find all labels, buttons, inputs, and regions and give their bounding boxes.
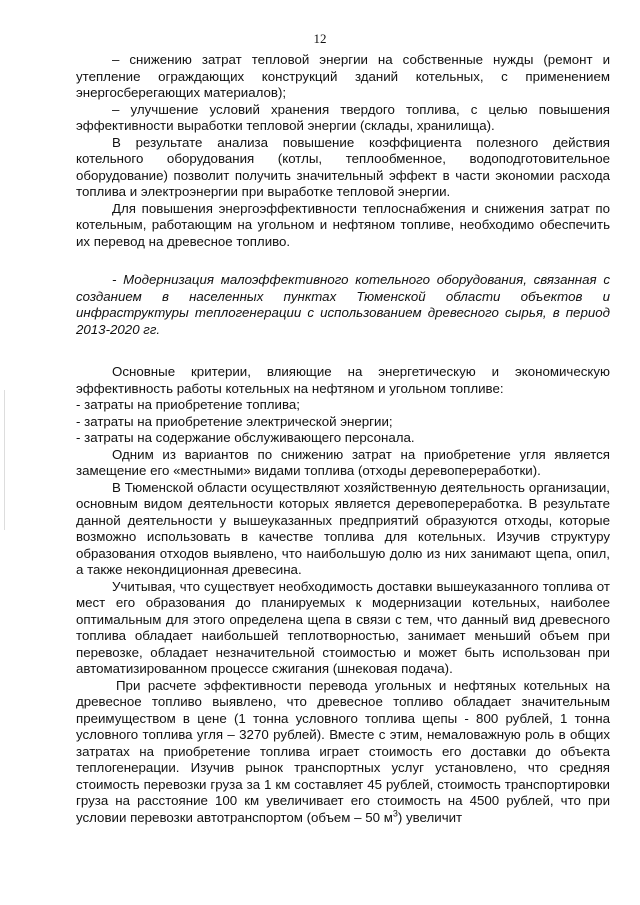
paragraph-9-end: ) увеличит [397, 809, 463, 825]
paragraph-2: – улучшение условий хранения твердого топлива, с целью повышения эффективности выработки тепловой энергии (склады, хранилища). [76, 101, 610, 133]
paragraph-8: Учитывая, что существует необходимость доставки вышеуказанного топлива от мест его образования до планируемых к модернизации котельных, наиболее оптимальным для этого определена щепа в связи с тем, что данный вид древесного топлива обладает наибольшей теплотворностью, занимает меньший объем при перевозке, обладает незначительной стоимостью и может быть использован при автоматизированном процессе сжигания (шнековая подача). [76, 578, 610, 676]
paragraph-5: Основные критерии, влияющие на энергетическую и экономическую эффективность работы котельных на нефтяном и угольном топливе: [76, 364, 610, 396]
paragraph-9-text: При расчете эффективности перевода угольных и нефтяных котельных на древесное топливо выявлено, что древесное топливо обладает значительным преимуществом в цене (1 тонна условного топлива щепы - 800 рублей, 1 тонна условного топлива угля – 3270 рублей). Вместе с этим, немаловажную роль в общих затратах на приобретение топлива играет стоимость его доставки до объекта теплогенерации. Изучив рынок транспортных услуг установлено, что средняя стоимость перевозки груза за 1 км составляет 45 рублей, стоимость транспортировки груза на расстояние 100 км увеличивает его стоимость на 4500 рублей, что при условии перевозки автотранспортом (объем – 50 м [76, 677, 610, 825]
paragraph-7: В Тюменской области осуществляют хозяйственную деятельность организации, основным видом деятельности которых является деревопереработка. В результате данной деятельности у вышеуказанных предприятий образуются отходы, которые возможно использовать в качестве топлива для котельных. Изучив структуру образования отходов выявлено, что наибольшую долю из них занимают щепа, опил, а также некондиционная древесина. [76, 479, 610, 577]
paragraph-1: – снижению затрат тепловой энергии на собственные нужды (ремонт и утепление ограждающих конструкций зданий котельных, с применением энергосберегающих материалов); [76, 52, 610, 100]
list-item: - затраты на приобретение топлива; [76, 397, 300, 412]
page-number: 12 [313, 31, 327, 46]
paragraph-6: Одним из вариантов по снижению затрат на приобретение угля является замещение его «местными» видами топлива (отходы деревопереработки). [76, 446, 610, 478]
cost-list [76, 397, 610, 447]
list-item: - затраты на содержание обслуживающего персонала. [76, 430, 415, 445]
paragraph-3: В результате анализа повышение коэффициента полезного действия котельного оборудования (котлы, теплообменное, водоподготовительное оборудование) позволит получить значительный эффект в части экономии расхода топлива и электроэнергии при выработке тепловой энергии. [76, 134, 610, 199]
page-body [76, 52, 610, 826]
paragraph-9 [76, 678, 610, 827]
section-heading: - Модернизация малоэффективного котельного оборудования, связанная с созданием в населенных пунктах Тюменской области объектов и инфраструктуры теплогенерации с использованием древесного сырья, в период 2013-2020 гг. [76, 272, 610, 337]
paragraph-4: Для повышения энергоэффективности теплоснабжения и снижения затрат по котельным, работающим на угольном и нефтяном топливе, необходимо обеспечить их перевод на древесное топливо. [76, 200, 610, 249]
cubic-superscript: 3 [392, 808, 398, 819]
scan-edge-line [4, 390, 5, 530]
list-item: - затраты на приобретение электрической энергии; [76, 413, 393, 429]
